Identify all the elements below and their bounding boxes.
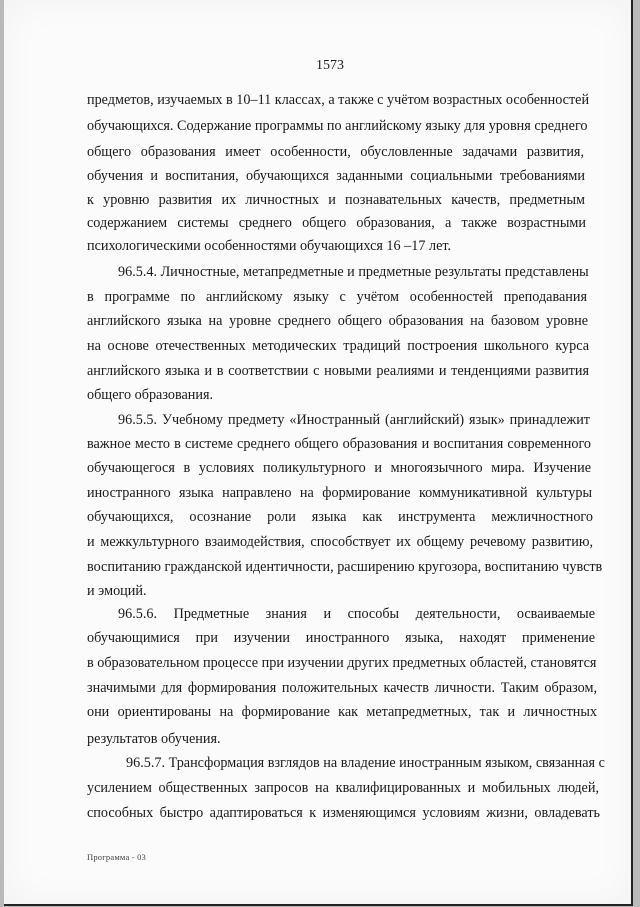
text-line: воспитанию гражданской идентичности, расширению кругозора, воспитанию чувств xyxy=(87,559,603,575)
text-line: обучающихся. Содержание программы по английскому языку для уровня среднего xyxy=(87,118,588,134)
text-line: в программе по английскому языку с учётом особенностей преподавания xyxy=(87,289,587,305)
text-line: и межкультурного взаимодействия, способствует их общему речевому развитию, xyxy=(87,534,593,550)
text-line: английского языка на уровне среднего общего образования на базовом уровне xyxy=(87,313,588,329)
text-line: английского языка и в соответствии с новыми реалиями и тенденциями развития xyxy=(87,363,589,379)
text-line: содержанием системы среднего общего образования, а также возрастными xyxy=(87,215,586,231)
text-line: 96.5.4. Личностные, метапредметные и предметные результаты представлены xyxy=(118,264,589,280)
text-line: способных быстро адаптироваться к изменяющимся условиям жизни, овладевать xyxy=(87,805,600,821)
text-line: 96.5.6. Предметные знания и способы деятельности, осваиваемые xyxy=(118,606,595,622)
text-line: и эмоций. xyxy=(87,583,147,599)
text-line: к уровню развития их личностных и познавательных качеств, предметным xyxy=(87,192,585,208)
text-line: предметов, изучаемых в 10–11 классах, а также с учётом возрастных особенностей xyxy=(87,92,590,108)
text-line: психологическими особенностями обучающихся 16 –17 лет. xyxy=(87,238,452,254)
text-line: результатов обучения. xyxy=(87,731,221,747)
text-line: в образовательном процессе при изучении других предметных областей, становятся xyxy=(87,655,597,671)
text-line: общего образования. xyxy=(87,387,214,403)
text-line: значимыми для формирования положительных качеств личности. Таким образом, xyxy=(87,680,597,696)
text-line: общего образования имеет особенности, обусловленные задачами развития, xyxy=(87,144,584,160)
text-line: на основе отечественных методических традиций построения школьного курса xyxy=(87,338,589,354)
text-line: 96.5.5. Учебному предмету «Иностранный (английский) язык» принадлежит xyxy=(118,412,590,428)
text-line: 96.5.7. Трансформация взглядов на владение иностранным языком, связанная с xyxy=(126,755,605,771)
text-line: обучающихся, осознание роли языка как инструмента межличностного xyxy=(87,509,593,525)
text-line: усилением общественных запросов на квалифицированных и мобильных людей, xyxy=(87,780,599,796)
page-number: 1573 xyxy=(316,58,344,73)
text-line: обучающимися при изучении иностранного языка, находят применение xyxy=(87,630,595,646)
text-line: важное место в системе среднего общего образования и воспитания современного xyxy=(87,436,591,452)
text-line: обучения и воспитания, обучающихся заданными социальными требованиями xyxy=(87,168,585,184)
text-line: они ориентированы на формирование как метапредметных, так и личностных xyxy=(87,704,597,720)
text-line: обучающегося в условиях поликультурного и многоязычного мира. Изучение xyxy=(87,460,591,476)
text-line: иностранного языка направлено на формирование коммуникативной культуры xyxy=(87,485,592,501)
footer-program-label: Программа - 03 xyxy=(87,852,147,862)
